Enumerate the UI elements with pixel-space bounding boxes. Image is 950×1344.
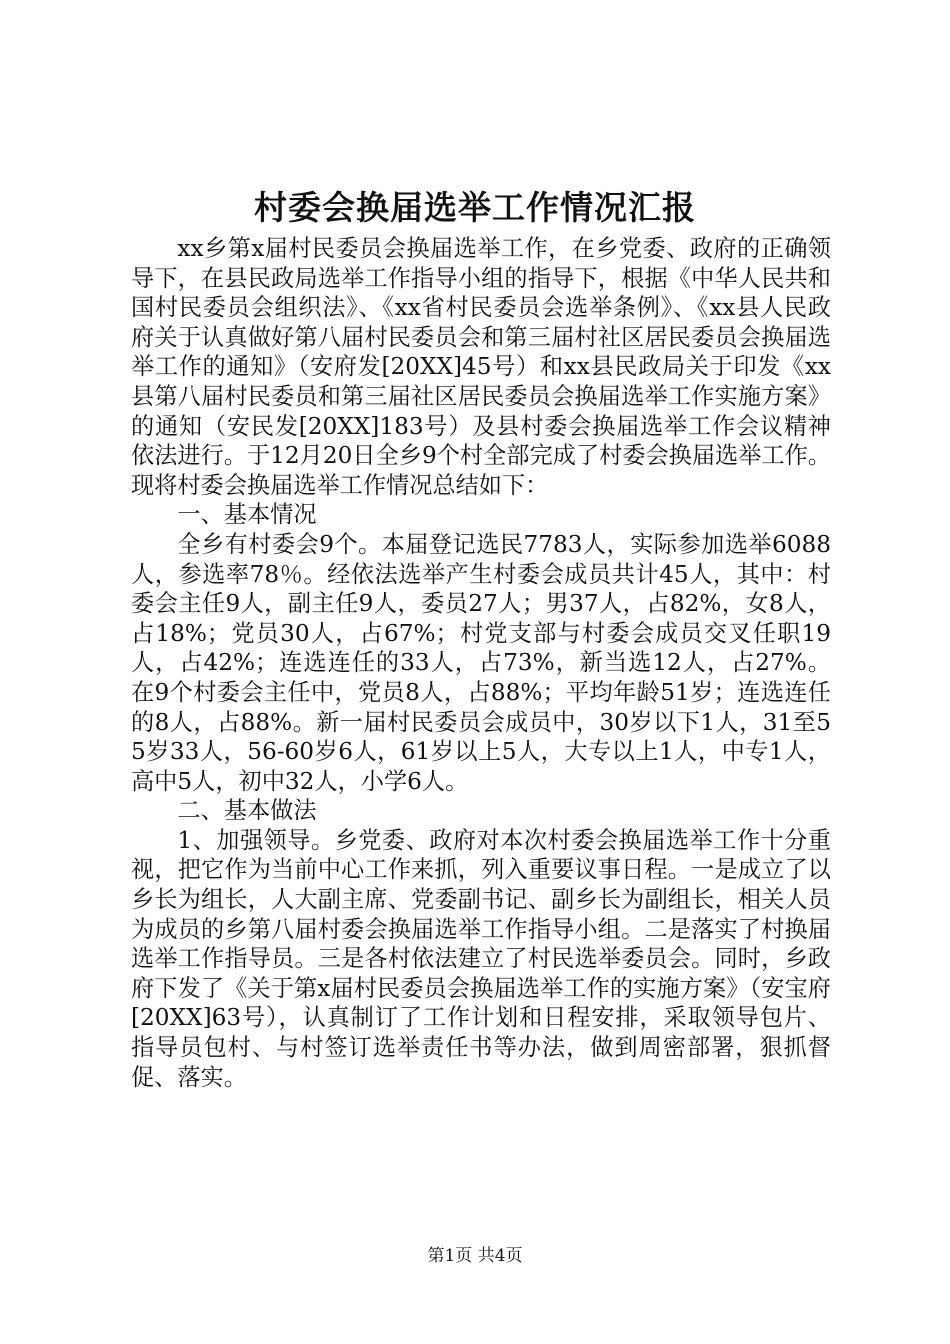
section-heading-basic-methods: 二、基本做法	[177, 797, 317, 825]
page-number-footer: 第1页 共4页	[427, 1246, 523, 1266]
paragraph-strengthen-leadership: 1、加强领导。乡党委、政府对本次村委会换届选举工作十分重视，把它作为当前中心工作来抓，列入重要议事日程。一是成立了以乡长为组长，人大副主席、党委副书记、副乡长为副组长，相关人员为成员的乡第八届村委会换届选举工作指导小组。二是落实了村换届选举工作指导员。三是各村依法建立了村民选举委员会。同时，乡政府下发了《关于第x届村民委员会换届选举工作的实施方案》（安宝府[20XX]63号），认真制订了工作计划和日程安排，采取领导包片、指导员包村、与村签订选举责任书等办法，做到周密部署，狠抓督促、落实。	[131, 826, 831, 1091]
section-heading-basic-situation: 一、基本情况	[177, 501, 317, 529]
document-title: 村委会换届选举工作情况汇报	[254, 188, 696, 227]
paragraph-basic-situation: 全乡有村委会9个。本届登记选民7783人，实际参加选举6088人，参选率78％。经依法选举产生村委会成员共计45人，其中：村委会主任9人，副主任9人，委员27人；男37人，占82%，女8人，占18%；党员30人，占67%；村党支部与村委会成员交叉任职19人，占42%；连选连任的33人，占73%，新当选12人，占27%。在9个村委会主任中，党员8人，占88%；平均年龄51岁；连选连任的8人，占88%。新一届村民委员会成员中，30岁以下1人，31至55岁33人，56-60岁6人，61岁以上5人，大专以上1人，中专1人，高中5人，初中32人，小学6人。	[131, 530, 831, 795]
paragraph-intro: xx乡第x届村民委员会换届选举工作，在乡党委、政府的正确领导下，在县民政局选举工作指导小组的指导下，根据《中华人民共和国村民委员会组织法》、《xx省村民委员会选举条例》、《xx县人民政府关于认真做好第八届村民委员会和第三届村社区居民委员会换届选举工作的通知》（安府发[20XX]45号）和xx县民政局关于印发《xx县第八届村民委员和第三届社区居民委员会换届选举工作实施方案》的通知（安民发[20XX]183号）及县村委会换届选举工作会议精神依法进行。于12月20日全乡9个村全部完成了村委会换届选举工作。现将村委会换届选举工作情况总结如下：	[131, 235, 831, 499]
document-body	[131, 234, 831, 1092]
